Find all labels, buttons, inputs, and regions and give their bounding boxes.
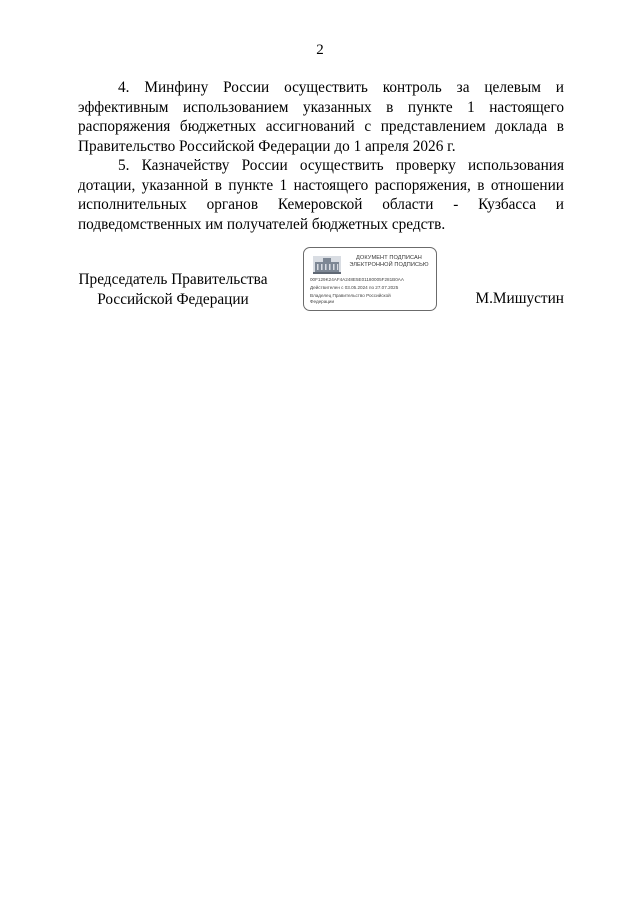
stamp-certificate: 00F129K24AF4A248E5E01180005F281B0AA — [310, 277, 404, 282]
government-building-icon — [312, 256, 342, 274]
stamp-header-line2: ЭЛЕКТРОННОЙ ПОДПИСЬЮ — [349, 262, 429, 268]
paragraph-5: 5. Казначейству России осуществить проверку использования дотации, указанной в пункте 1 настоящего распоряжения, в отношении исполнительных органов Кемеровской области - Кузбасса и подведомственных им получателей бюджетных средств. — [78, 157, 564, 233]
page-number: 2 — [316, 42, 324, 58]
stamp-header — [344, 255, 434, 269]
signatory-title — [78, 270, 268, 309]
stamp-owner-line2: Федерации — [310, 299, 335, 304]
stamp-owner-line1: Владелец Правительство Российской — [310, 293, 391, 298]
stamp-validity: Действителен с 03.05.2024 по 27.07.2025 — [310, 285, 399, 290]
stamp-header-line1: ДОКУМЕНТ ПОДПИСАН — [356, 255, 422, 261]
signature-block — [78, 246, 564, 316]
signatory-name: М.Мишустин — [475, 290, 564, 307]
electronic-signature-stamp — [303, 247, 437, 311]
signatory-title-line2: Российской Федерации — [97, 290, 249, 308]
document-body — [78, 78, 564, 234]
paragraph-4: 4. Минфину России осуществить контроль за целевым и эффективным использованием указанных в пункте 1 настоящего распоряжения бюджетных ассигнований с представлением доклада в Правительство Российской Федерации до 1 апреля 2026 г. — [78, 79, 564, 155]
signatory-title-line1: Председатель Правительства — [78, 271, 268, 288]
